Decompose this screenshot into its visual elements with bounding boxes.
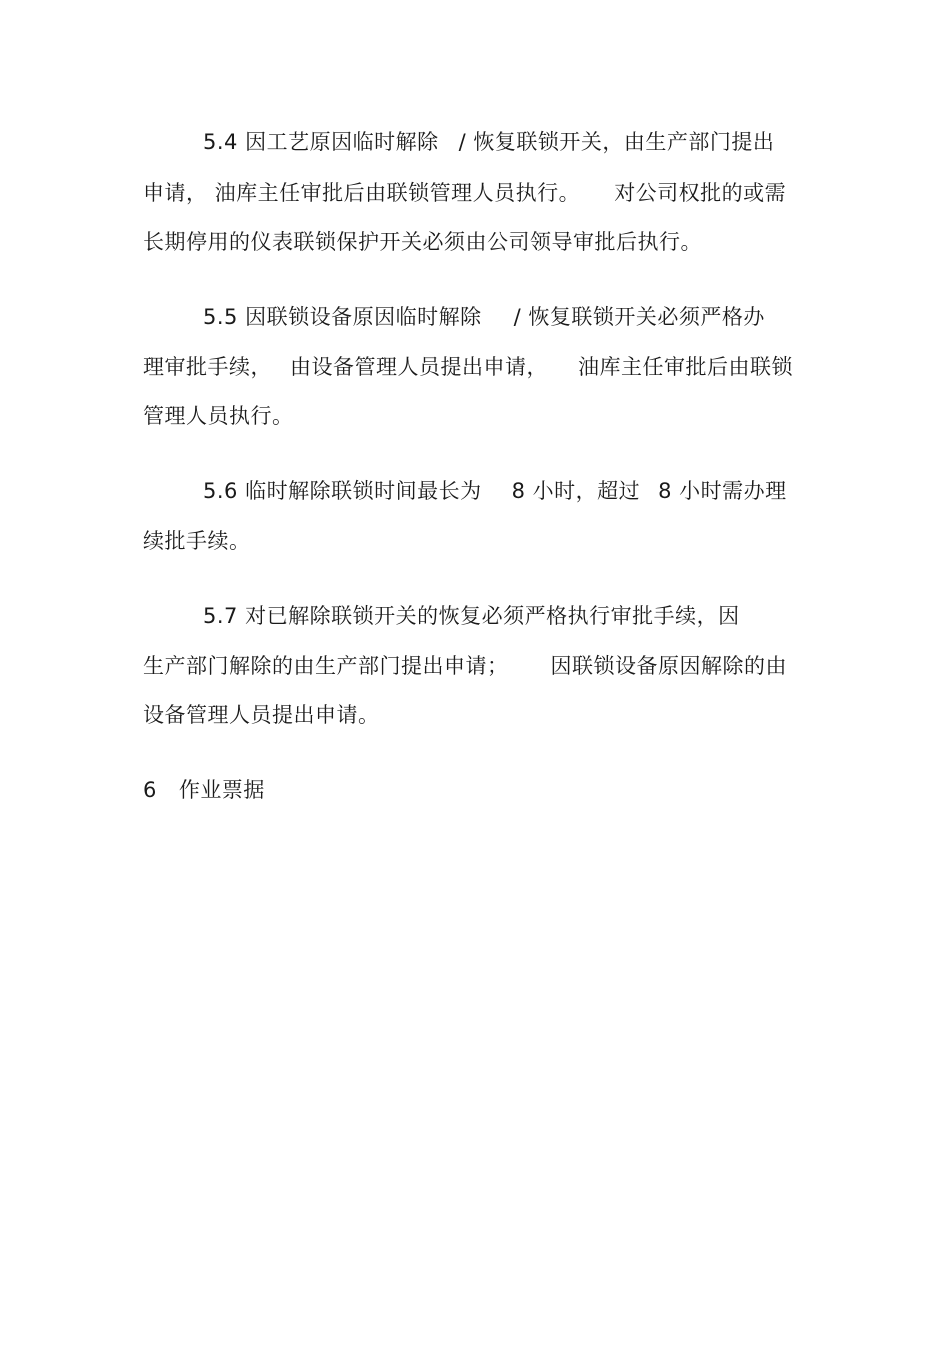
text-segment: 5.7 对已解除联锁开关的恢复必须严格执行审批手续，因 [203,604,740,628]
text-segment: 由设备管理人员提出申请， [290,355,548,379]
section-heading [143,776,265,804]
text-segment: 8 小时，超过 [511,479,641,503]
section-5-5-line-2 [143,353,793,381]
section-5-6-line-1 [203,477,787,505]
text-segment: 设备管理人员提出申请。 [143,703,380,727]
text-segment: 续批手续。 [143,529,251,553]
section-5-4-line-1 [203,128,774,156]
section-5-7-line-3 [143,701,380,729]
text-segment: / 恢复联锁开关，由生产部门提出 [458,130,775,154]
text-segment: 油库主任审批后由联锁 [578,355,793,379]
text-segment: / 恢复联锁开关必须严格办 [513,305,765,329]
section-5-5-line-1 [203,303,765,331]
text-segment: 5.4 因工艺原因临时解除 [203,130,439,154]
section-5-7-line-1 [203,602,740,630]
section-5-5-line-3 [143,402,294,430]
text-segment: 因联锁设备原因解除的由 [550,654,787,678]
section-5-4-line-3 [143,228,702,256]
text-segment: 生产部门解除的由生产部门提出申请； [143,654,509,678]
text-segment: 管理人员执行。 [143,404,294,428]
text-segment: 申请， 油库主任审批后由联锁管理人员执行。 [143,181,581,205]
text-segment: 对公司权批的或需 [614,181,787,205]
text-segment: 理审批手续， [143,355,272,379]
text-segment: 5.6 临时解除联锁时间最长为 [203,479,482,503]
section-5-6-line-2 [143,527,251,555]
section-5-4-line-2 [143,179,786,207]
text-segment: 长期停用的仪表联锁保护开关必须由公司领导审批后执行。 [143,230,702,254]
text-segment: 5.5 因联锁设备原因临时解除 [203,305,482,329]
heading-title: 作业票据 [178,778,265,802]
section-5-7-line-2 [143,652,787,680]
text-segment: 8 小时需办理 [658,479,787,503]
heading-number: 6 [143,778,157,802]
